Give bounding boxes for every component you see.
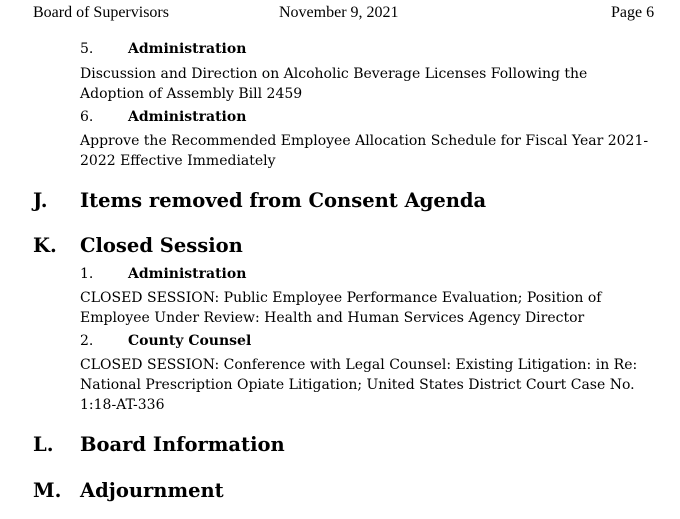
item-description-line: Adoption of Assembly Bill 2459: [80, 86, 303, 102]
item-description-line: 1:18-AT-336: [80, 397, 165, 413]
item-label: Administration: [128, 266, 247, 282]
item-description-line: Discussion and Direction on Alcoholic Beverage Licenses Following the: [80, 66, 588, 82]
item-description-line: 2022 Effective Immediately: [80, 153, 276, 169]
item-label: Administration: [128, 109, 247, 125]
item-description-line: CLOSED SESSION: Conference with Legal Counsel: Existing Litigation: in Re:: [80, 357, 638, 373]
header-board-name: Board of Supervisors: [33, 4, 169, 21]
header-date: November 9, 2021: [279, 4, 399, 21]
header-page-number: Page 6: [611, 4, 655, 21]
item-number: 5.: [80, 41, 94, 57]
section-letter: M.: [33, 479, 62, 502]
item-description-line: Employee Under Review: Health and Human Services Agency Director: [80, 310, 585, 326]
item-number: 1.: [80, 266, 94, 282]
item-number: 6.: [80, 109, 94, 125]
item-number: 2.: [80, 333, 94, 349]
section-letter: L.: [33, 433, 54, 456]
item-description-line: National Prescription Opiate Litigation; United States District Court Case No.: [80, 377, 635, 393]
item-label: County Counsel: [128, 333, 252, 349]
section-title: Adjournment: [80, 479, 224, 502]
section-title: Items removed from Consent Agenda: [80, 189, 487, 212]
section-title: Closed Session: [80, 234, 243, 257]
item-description-line: Approve the Recommended Employee Allocation Schedule for Fiscal Year 2021-: [80, 133, 649, 149]
section-letter: K.: [33, 234, 57, 257]
item-label: Administration: [128, 41, 247, 57]
section-title: Board Information: [80, 433, 285, 456]
section-letter: J.: [33, 189, 48, 212]
item-description-line: CLOSED SESSION: Public Employee Performance Evaluation; Position of: [80, 290, 602, 306]
